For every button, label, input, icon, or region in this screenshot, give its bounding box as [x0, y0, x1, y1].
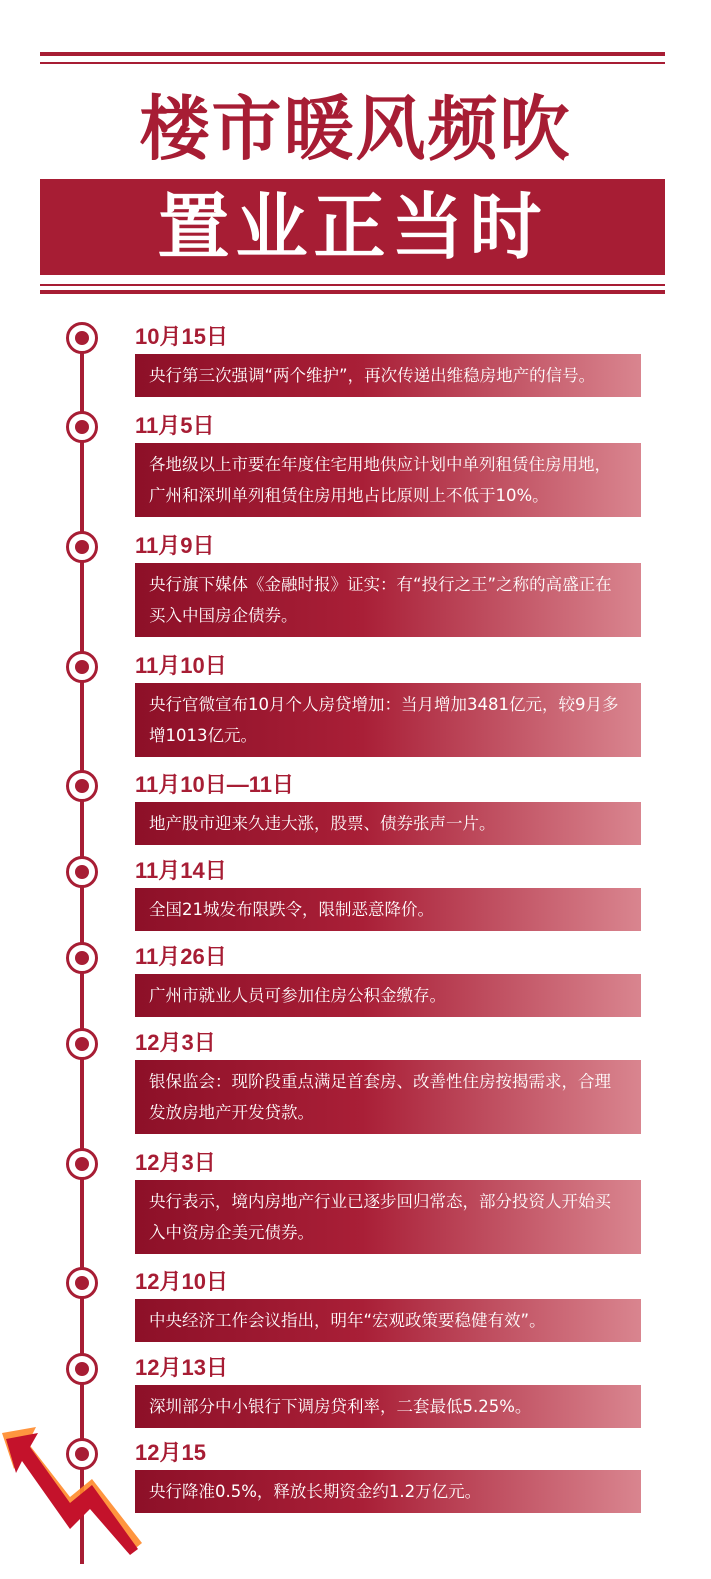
timeline-dot-icon [66, 856, 98, 888]
bottom-rule-thick [40, 290, 665, 294]
event-text: 央行旗下媒体《金融时报》证实：有“投行之王”之称的高盛正在买入中国房企债券。 [135, 563, 641, 637]
timeline-dot-icon [66, 531, 98, 563]
event-text: 银保监会：现阶段重点满足首套房、改善性住房按揭需求，合理发放房地产开发贷款。 [135, 1060, 641, 1134]
event-date: 12月13日 [135, 1355, 228, 1380]
timeline-dot-icon [66, 770, 98, 802]
timeline-dot-icon [66, 651, 98, 683]
event-text: 地产股市迎来久违大涨，股票、债券张声一片。 [135, 802, 641, 845]
event-text: 央行降准0.5%，释放长期资金约1.2万亿元。 [135, 1470, 641, 1513]
top-rule-thin [40, 62, 665, 64]
event-text: 全国21城发布限跌令，限制恶意降价。 [135, 888, 641, 931]
event-date: 12月15 [135, 1440, 206, 1465]
bottom-rule-thin [40, 284, 665, 286]
rising-arrow-icon [0, 1425, 150, 1579]
event-text: 广州市就业人员可参加住房公积金缴存。 [135, 974, 641, 1017]
title-line-2: 置业正当时 [157, 185, 548, 269]
timeline-dot-icon [66, 1028, 98, 1060]
timeline-dot-icon [66, 411, 98, 443]
event-date: 12月3日 [135, 1150, 216, 1175]
arrow-front-icon [6, 1433, 138, 1555]
event-date: 11月10日—11日 [135, 772, 294, 797]
timeline-dot-icon [66, 1353, 98, 1385]
event-date: 12月10日 [135, 1269, 228, 1294]
top-rule-thick [40, 52, 665, 56]
event-date: 11月26日 [135, 944, 227, 969]
event-text: 中央经济工作会议指出，明年“宏观政策要稳健有效”。 [135, 1299, 641, 1342]
event-date: 12月3日 [135, 1030, 216, 1055]
event-date: 11月9日 [135, 533, 215, 558]
event-date: 11月14日 [135, 858, 227, 883]
timeline-dot-icon [66, 1148, 98, 1180]
event-date: 11月10日 [135, 653, 227, 678]
event-date: 11月5日 [135, 413, 215, 438]
timeline-dot-icon [66, 1267, 98, 1299]
timeline-dot-icon [66, 942, 98, 974]
event-text: 央行第三次强调“两个维护”，再次传递出维稳房地产的信号。 [135, 354, 641, 397]
timeline-dot-icon [66, 322, 98, 354]
event-text: 深圳部分中小银行下调房贷利率，二套最低5.25%。 [135, 1385, 641, 1428]
event-text: 央行官微宣布10月个人房贷增加：当月增加3481亿元，较9月多增1013亿元。 [135, 683, 641, 757]
event-date: 10月15日 [135, 324, 228, 349]
event-text: 各地级以上市要在年度住宅用地供应计划中单列租赁住房用地，广州和深圳单列租赁住房用地占比原则上不低于10%。 [135, 443, 641, 517]
title-line-1: 楼市暖风频吹 [139, 88, 572, 170]
event-text: 央行表示，境内房地产行业已逐步回归常态，部分投资人开始买入中资房企美元债券。 [135, 1180, 641, 1254]
header [0, 0, 711, 310]
title-band [40, 179, 665, 275]
